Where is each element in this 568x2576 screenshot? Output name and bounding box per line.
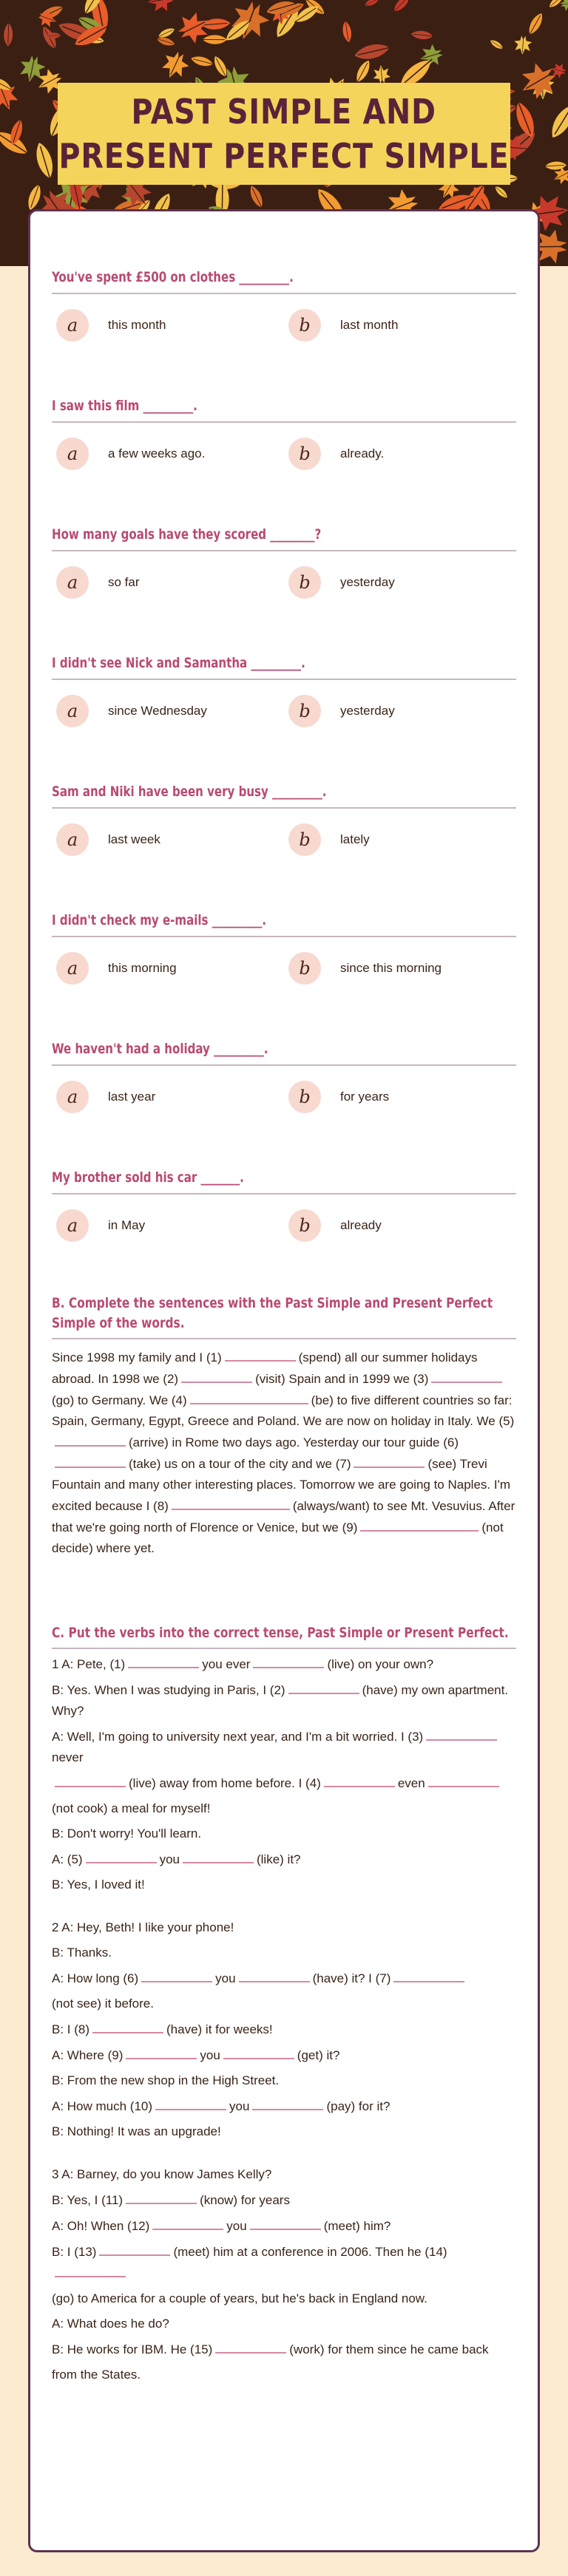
autumn-leaf-icon: [493, 184, 509, 200]
question-text: We haven't had a holiday _________.: [52, 1041, 268, 1057]
autumn-leaf-icon: [410, 30, 434, 40]
option-a[interactable]: [56, 952, 177, 985]
blank-c6[interactable]: [141, 1968, 212, 1982]
blank-c5[interactable]: [86, 1849, 157, 1863]
option-b[interactable]: [288, 309, 398, 341]
dialogue-line: A: Oh! When (12) you (meet) him?: [52, 2215, 516, 2237]
text: (not decide) where yet.: [52, 1520, 504, 1555]
option-text: last month: [340, 318, 399, 332]
page-title-line-1: PAST SIMPLE AND: [131, 92, 437, 132]
autumn-leaf-icon: [247, 184, 266, 211]
blank-8[interactable]: [172, 1495, 290, 1510]
question-text: You've spent £500 on clothes _________.: [52, 269, 294, 285]
dialogue-line: B: I (8) (have) it for weeks!: [52, 2019, 516, 2040]
autumn-leaf-icon: [489, 38, 505, 52]
autumn-leaf-icon: [146, 0, 178, 14]
section-b: [52, 1294, 516, 1559]
blank-1[interactable]: [225, 1347, 296, 1362]
autumn-leaf-icon: [390, 0, 412, 15]
autumn-leaf-icon: [547, 0, 565, 10]
option-text: yesterday: [340, 575, 395, 589]
text: (arrive) in Rome two days ago. Yesterday our tour guide (6): [129, 1435, 459, 1450]
question-2: [52, 393, 516, 476]
dialogue-1: [52, 1654, 516, 1895]
option-letter-icon: a: [56, 823, 89, 856]
divider: [52, 679, 516, 680]
option-text: so far: [108, 575, 140, 589]
option-text: this morning: [108, 961, 177, 975]
option-letter-icon: a: [56, 1209, 89, 1242]
question-text: I didn't check my e-mails _________.: [52, 912, 267, 928]
blank-c2[interactable]: [288, 1679, 359, 1694]
option-letter-icon: b: [288, 309, 321, 341]
option-b[interactable]: [288, 823, 370, 856]
option-text: yesterday: [340, 704, 395, 718]
autumn-leaf-icon: [25, 182, 44, 212]
option-a[interactable]: [56, 1209, 145, 1242]
blank-c4[interactable]: [324, 1773, 395, 1787]
option-b[interactable]: [288, 1081, 389, 1113]
dialogue-2: [52, 1917, 516, 2142]
blank-c7[interactable]: [393, 1968, 464, 1982]
dialogue-line: from the States.: [52, 2368, 141, 2382]
option-text: last year: [108, 1090, 156, 1104]
section-c: [52, 1623, 516, 2385]
dialogue-3: [52, 2164, 516, 2385]
option-a[interactable]: [56, 695, 207, 727]
dialogue-line: B: He works for IBM. He (15) (work) for them since he came back: [52, 2339, 516, 2360]
dialogue-line: B: Nothing! It was an upgrade!: [52, 2124, 221, 2138]
section-c-title: C. Put the verbs into the correct tense, Past Simple or Present Perfect.: [52, 1625, 509, 1641]
option-a[interactable]: [56, 1081, 155, 1113]
option-text: for years: [340, 1090, 390, 1104]
section-b-title: B. Complete the sentences with the Past Simple and Present Perfect Simple of the words.: [52, 1295, 493, 1331]
dialogue-line: 3 A: Barney, do you know James Kelly?: [52, 2167, 272, 2181]
blank-7[interactable]: [354, 1453, 425, 1468]
divider: [52, 550, 516, 551]
divider: [52, 1648, 516, 1649]
blank-c8[interactable]: [92, 2019, 163, 2033]
blank-c3[interactable]: [426, 1726, 497, 1741]
dialogue-line: A: How much (10) you (pay) for it?: [52, 2096, 516, 2117]
section-b-paragraph: [52, 1347, 516, 1559]
dialogue-line: A: Where (9) you (get) it?: [52, 2045, 516, 2066]
blank-c9[interactable]: [126, 2045, 197, 2059]
option-letter-icon: a: [56, 566, 89, 599]
dialogue-line: B: I (13) (meet) him at a conference in 2006. Then he (14): [52, 2241, 516, 2284]
dialogue-line: 1 A: Pete, (1) you ever (live) on your own?: [52, 1654, 516, 1675]
option-letter-icon: b: [288, 566, 321, 599]
question-text: I saw this film _________.: [52, 398, 197, 414]
question-text: I didn't see Nick and Samantha _________.: [52, 655, 305, 671]
page-title-line-2: PRESENT PERFECT SIMPLE: [58, 136, 510, 176]
autumn-leaf-icon: [363, 0, 380, 8]
option-a[interactable]: [56, 566, 140, 599]
blank-9[interactable]: [360, 1517, 479, 1532]
option-letter-icon: b: [288, 695, 321, 727]
option-b[interactable]: [288, 695, 395, 727]
dialogue-line: 2 A: Hey, Beth! I like your phone!: [52, 1920, 234, 1934]
option-text: in May: [108, 1218, 146, 1232]
blank-c15[interactable]: [215, 2339, 286, 2354]
option-a[interactable]: [56, 438, 205, 470]
title-box: [58, 83, 510, 185]
dialogue-line: (not cook) a meal for myself!: [52, 1801, 211, 1815]
option-b[interactable]: [288, 1209, 382, 1242]
option-letter-icon: b: [288, 1209, 321, 1242]
dialogue-line: (go) to America for a couple of years, but he's back in England now.: [52, 2291, 427, 2305]
option-text: since this morning: [340, 961, 442, 975]
dialogue-line: A: How long (6) you (have) it? I (7): [52, 1968, 516, 1989]
autumn-leaf-icon: [158, 45, 194, 84]
blank-c12b[interactable]: [250, 2215, 321, 2230]
option-text: already.: [340, 446, 385, 461]
option-text: this month: [108, 318, 166, 332]
option-letter-icon: a: [56, 695, 89, 727]
autumn-leaf-icon: [33, 140, 57, 182]
option-letter-icon: b: [288, 1081, 321, 1113]
text: (be) to five different countries so far: Spain, Germany, Egypt, Greece and Poland. We are now on holiday in Italy. We (5): [52, 1393, 515, 1428]
dialogue-line: A: Well, I'm going to university next year, and I'm a bit worried. I (3)never: [52, 1726, 516, 1768]
dialogue-line: A: (5) you (like) it?: [52, 1849, 516, 1870]
autumn-leaf-icon: [525, 11, 546, 38]
autumn-leaf-icon: [353, 58, 373, 85]
dialogue-line: B: From the new shop in the High Street.: [52, 2073, 280, 2087]
blank-c1b[interactable]: [253, 1654, 324, 1668]
dialogue-line: (live) away from home before. I (4) even: [52, 1773, 516, 1794]
option-letter-icon: a: [56, 952, 89, 985]
autumn-leaf-icon: [201, 35, 227, 44]
option-text: since Wednesday: [108, 704, 207, 718]
autumn-leaf-icon: [190, 54, 215, 68]
option-letter-icon: b: [288, 438, 321, 470]
question-text: Sam and Niki have been very busy _________.: [52, 784, 327, 800]
divider: [52, 936, 516, 937]
autumn-leaf-icon: [39, 24, 60, 52]
blank-c1[interactable]: [128, 1654, 199, 1668]
divider: [52, 1064, 516, 1066]
blank-c11[interactable]: [126, 2189, 197, 2204]
blank-c10b[interactable]: [252, 2096, 323, 2110]
option-a[interactable]: [56, 823, 160, 856]
text: (see) Trevi Fountain and many other interesting places. Tomorrow we are going to Naples. I'm excited because I (8): [52, 1457, 510, 1513]
option-text: last week: [108, 832, 160, 846]
autumn-leaf-icon: [547, 100, 568, 141]
autumn-leaf-icon: [4, 21, 13, 47]
divider: [52, 293, 516, 294]
question-8: [52, 1165, 516, 1248]
dialogue-line: B: Yes. When I was studying in Paris, I (2) (have) my own apartment. Why?: [52, 1679, 516, 1722]
dialogue-line: A: What does he do?: [52, 2317, 169, 2331]
divider: [52, 1338, 516, 1339]
blank-2[interactable]: [181, 1368, 252, 1383]
question-1: [52, 265, 516, 347]
option-b[interactable]: [288, 566, 395, 599]
autumn-leaf-icon: [341, 19, 353, 43]
divider: [52, 1193, 516, 1194]
question-text: My brother sold his car _______.: [52, 1169, 244, 1186]
option-letter-icon: a: [56, 1081, 89, 1113]
blank-c4b[interactable]: [428, 1773, 499, 1787]
blank-c13[interactable]: [99, 2241, 170, 2256]
autumn-leaf-icon: [514, 55, 566, 106]
divider: [52, 807, 516, 809]
blank-4[interactable]: [190, 1390, 308, 1404]
autumn-leaf-icon: [353, 41, 393, 62]
text: (visit) Spain and in 1999 we (3): [255, 1372, 429, 1386]
question-5: [52, 779, 516, 862]
question-4: [52, 650, 516, 733]
autumn-leaf-icon: [544, 161, 567, 171]
text: Since 1998 my family and I (1): [52, 1350, 222, 1365]
dialogue-line: (not see) it before.: [52, 1996, 154, 2011]
dialogue-line: B: Yes, I loved it!: [52, 1877, 145, 1892]
dialogue-line: B: Yes, I (11) (know) for years: [52, 2189, 516, 2211]
option-text: lately: [340, 832, 370, 846]
autumn-leaf-icon: [513, 33, 532, 55]
blank-c6b[interactable]: [239, 1968, 310, 1982]
question-6: [52, 908, 516, 990]
question-3: [52, 522, 516, 605]
option-letter-icon: a: [56, 309, 89, 341]
option-letter-icon: b: [288, 823, 321, 856]
text: (take) us on a tour of the city and we (7): [129, 1457, 351, 1471]
blank-c14[interactable]: [55, 2263, 126, 2277]
option-letter-icon: a: [56, 438, 89, 470]
blank-c3b[interactable]: [55, 1773, 126, 1787]
blank-c12[interactable]: [152, 2215, 223, 2230]
text: (go) to Germany. We (4): [52, 1393, 187, 1407]
dialogue-line: B: Don't worry! You'll learn.: [52, 1826, 202, 1841]
question-7: [52, 1036, 516, 1119]
text: (spend) all our summer holidays abroad. In 1998 we (2): [52, 1350, 478, 1386]
blank-6[interactable]: [55, 1453, 126, 1468]
option-text: a few weeks ago.: [108, 446, 206, 461]
text: (always/want) to see Mt. Vesuvius. After that we're going north of Florence or Venice, but we (9): [52, 1499, 515, 1535]
dialogue-line: B: Thanks.: [52, 1945, 112, 1960]
option-a[interactable]: [56, 309, 166, 341]
blank-c5b[interactable]: [183, 1849, 254, 1863]
question-text: How many goals have they scored ________?: [52, 526, 322, 543]
option-text: already: [340, 1218, 382, 1232]
option-b[interactable]: [288, 952, 442, 985]
blank-c9b[interactable]: [223, 2045, 294, 2059]
option-b[interactable]: [288, 438, 384, 470]
option-letter-icon: b: [288, 952, 321, 985]
blank-5[interactable]: [55, 1432, 126, 1447]
blank-3[interactable]: [431, 1368, 502, 1383]
blank-c10[interactable]: [155, 2096, 226, 2110]
divider: [52, 421, 516, 423]
